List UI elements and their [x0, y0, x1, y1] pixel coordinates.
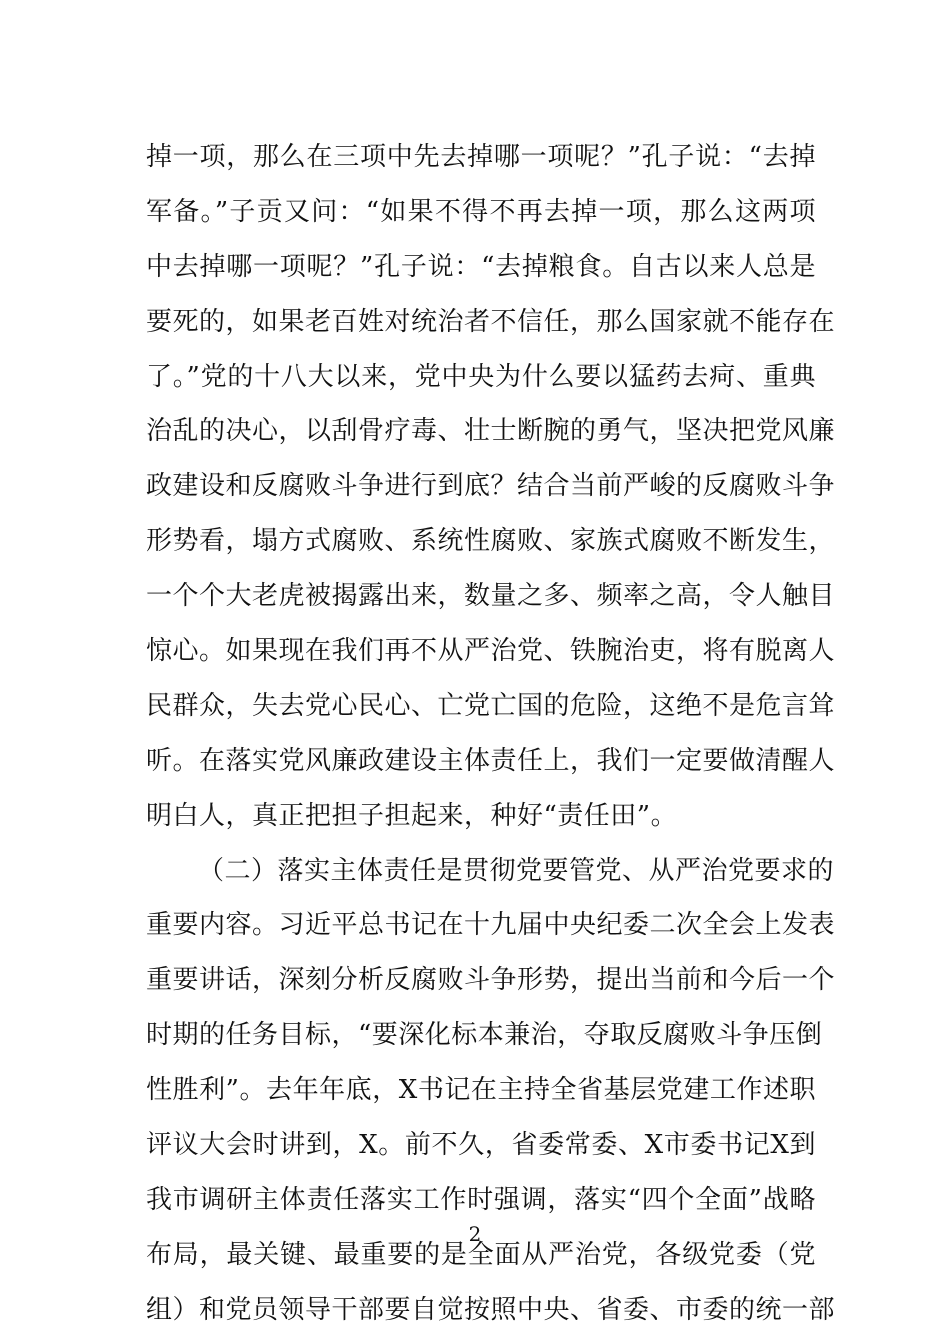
text-line: 形势看，塌方式腐败、系统性腐败、家族式腐败不断发生， — [146, 526, 836, 557]
text-line: 评议大会时讲到，X。前不久，省委常委、X市委书记X到 — [146, 1130, 816, 1161]
text-line: 重要讲话，深刻分析反腐败斗争形势，提出当前和今后一个 — [146, 965, 836, 996]
text-line: 组）和党员领导干部要自觉按照中央、省委、市委的统一部 — [146, 1294, 836, 1325]
text-line: 惊心。如果现在我们再不从严治党、铁腕治吏，将有脱离人 — [146, 636, 836, 667]
text-line: 我市调研主体责任落实工作时强调，落实“四个全面”战略 — [146, 1184, 816, 1215]
text-line: 布局，最关键、最重要的是全面从严治党，各级党委（党 — [146, 1239, 816, 1270]
text-line: 了。”党的十八大以来，党中央为什么要以猛药去疴、重典 — [146, 361, 816, 392]
page-number: 2 — [468, 1222, 482, 1246]
text-line: 重要内容。习近平总书记在十九届中央纪委二次全会上发表 — [146, 910, 836, 941]
text-line: 中去掉哪一项呢？”孔子说：“去掉粮食。自古以来人总是 — [146, 251, 816, 282]
text-line: 治乱的决心，以刮骨疗毒、壮士断腕的勇气，坚决把党风廉 — [146, 416, 836, 447]
text-line: 军备。”子贡又问：“如果不得不再去掉一项，那么这两项 — [146, 196, 816, 227]
text-line: 要死的，如果老百姓对统治者不信任，那么国家就不能存在 — [146, 306, 836, 337]
text-line: 时期的任务目标，“要深化标本兼治，夺取反腐败斗争压倒 — [146, 1020, 823, 1051]
text-line: 掉一项，那么在三项中先去掉哪一项呢？”孔子说：“去掉 — [146, 142, 816, 172]
text-line: 听。在落实党风廉政建设主体责任上，我们一定要做清醒人 — [146, 745, 836, 776]
text-line: 民群众，失去党心民心、亡党亡国的危险，这绝不是危言耸 — [146, 690, 836, 721]
body-text — [146, 130, 836, 1338]
text-line: 明白人，真正把担子担起来，种好“责任田”。 — [146, 800, 678, 831]
section-heading-line: （二）落实主体责任是贯彻党要管党、从严治党要求的 — [198, 855, 835, 886]
text-line: 政建设和反腐败斗争进行到底？结合当前严峻的反腐败斗争 — [146, 471, 836, 502]
text-line: 性胜利”。去年年底，X书记在主持全省基层党建工作述职 — [146, 1075, 816, 1106]
text-line: 一个个大老虎被揭露出来，数量之多、频率之高，令人触目 — [146, 581, 836, 612]
